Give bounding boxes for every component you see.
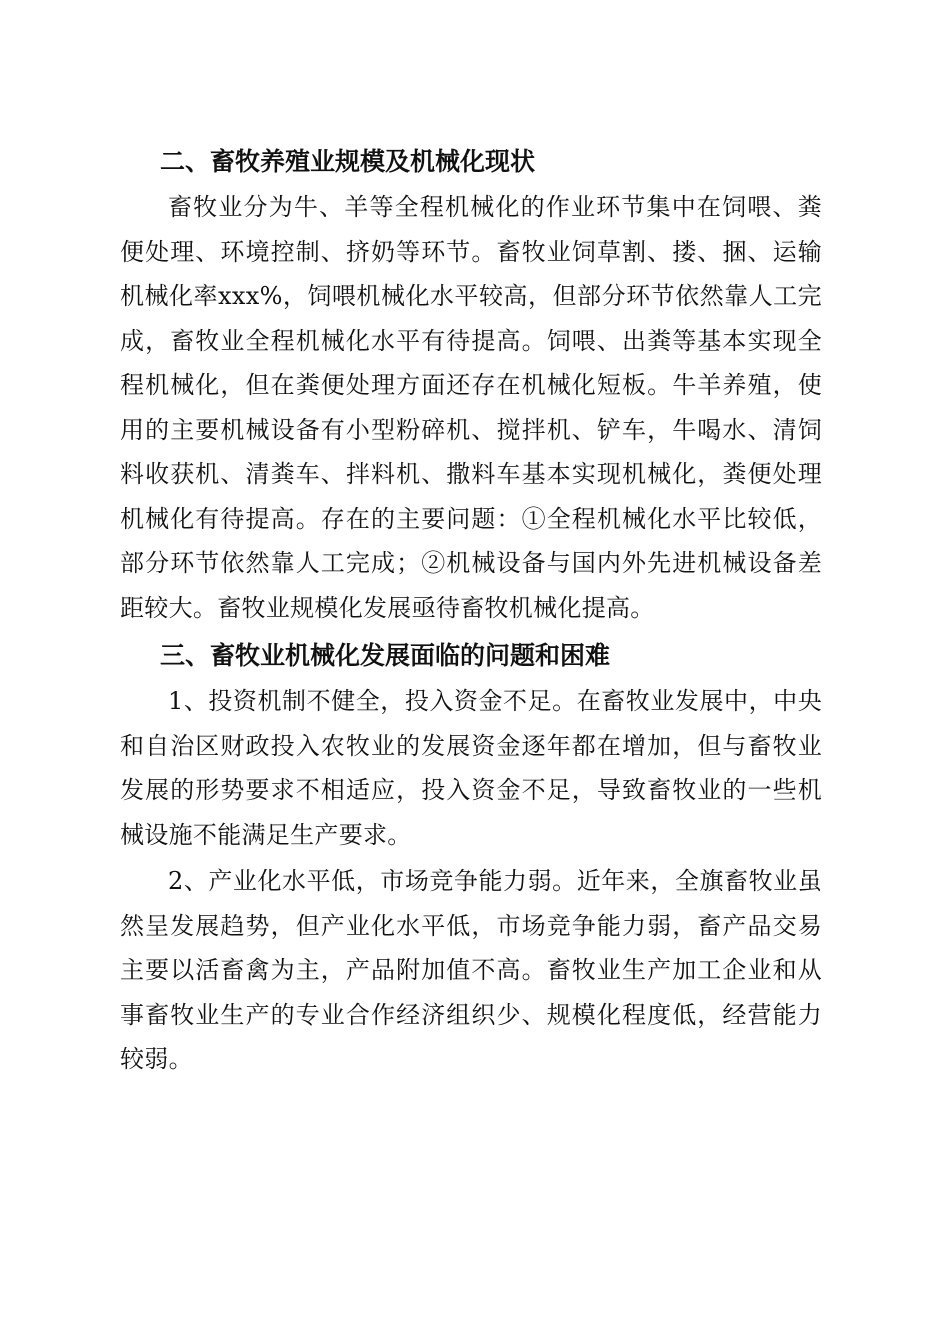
section-heading-problems-difficulties: 三、畜牧业机械化发展面临的问题和困难 [160,641,611,670]
paragraph-industrialization-level: 2、产业化水平低，市场竞争能力弱。近年来，全旗畜牧业虽然呈发展趋势，但产业化水平低，市场竞争能力弱，畜产品交易主要以活畜禽为主，产品附加值不高。畜牧业生产加工企业和从事畜牧业生产的专业合作经济组织少、规模化程度低，经营能力较弱。 [120,867,822,1073]
document-page [120,140,822,1082]
paragraph-investment-mechanism: 1、投资机制不健全，投入资金不足。在畜牧业发展中，中央和自治区财政投入农牧业的发展资金逐年都在增加，但与畜牧业发展的形势要求不相适应，投入资金不足，导致畜牧业的一些机械设施不能满足生产要求。 [120,687,822,849]
section-heading-livestock-scale: 二、畜牧养殖业规模及机械化现状 [160,147,536,176]
paragraph-livestock-mechanization-status: 畜牧业分为牛、羊等全程机械化的作业环节集中在饲喂、粪便处理、环境控制、挤奶等环节。畜牧业饲草割、搂、捆、运输机械化率xxx%，饲喂机械化水平较高，但部分环节依然靠人工完成，畜牧业全程机械化水平有待提高。饲喂、出粪等基本实现全程机械化，但在粪便处理方面还存在机械化短板。牛羊养殖，使用的主要机械设备有小型粉碎机、搅拌机、铲车，牛喝水、清饲料收获机、清粪车、拌料机、撒料车基本实现机械化，粪便处理机械化有待提高。存在的主要问题：①全程机械化水平比较低，部分环节依然靠人工完成；②机械设备与国内外先进机械设备差距较大。畜牧业规模化发展亟待畜牧机械化提高。 [120,193,822,622]
